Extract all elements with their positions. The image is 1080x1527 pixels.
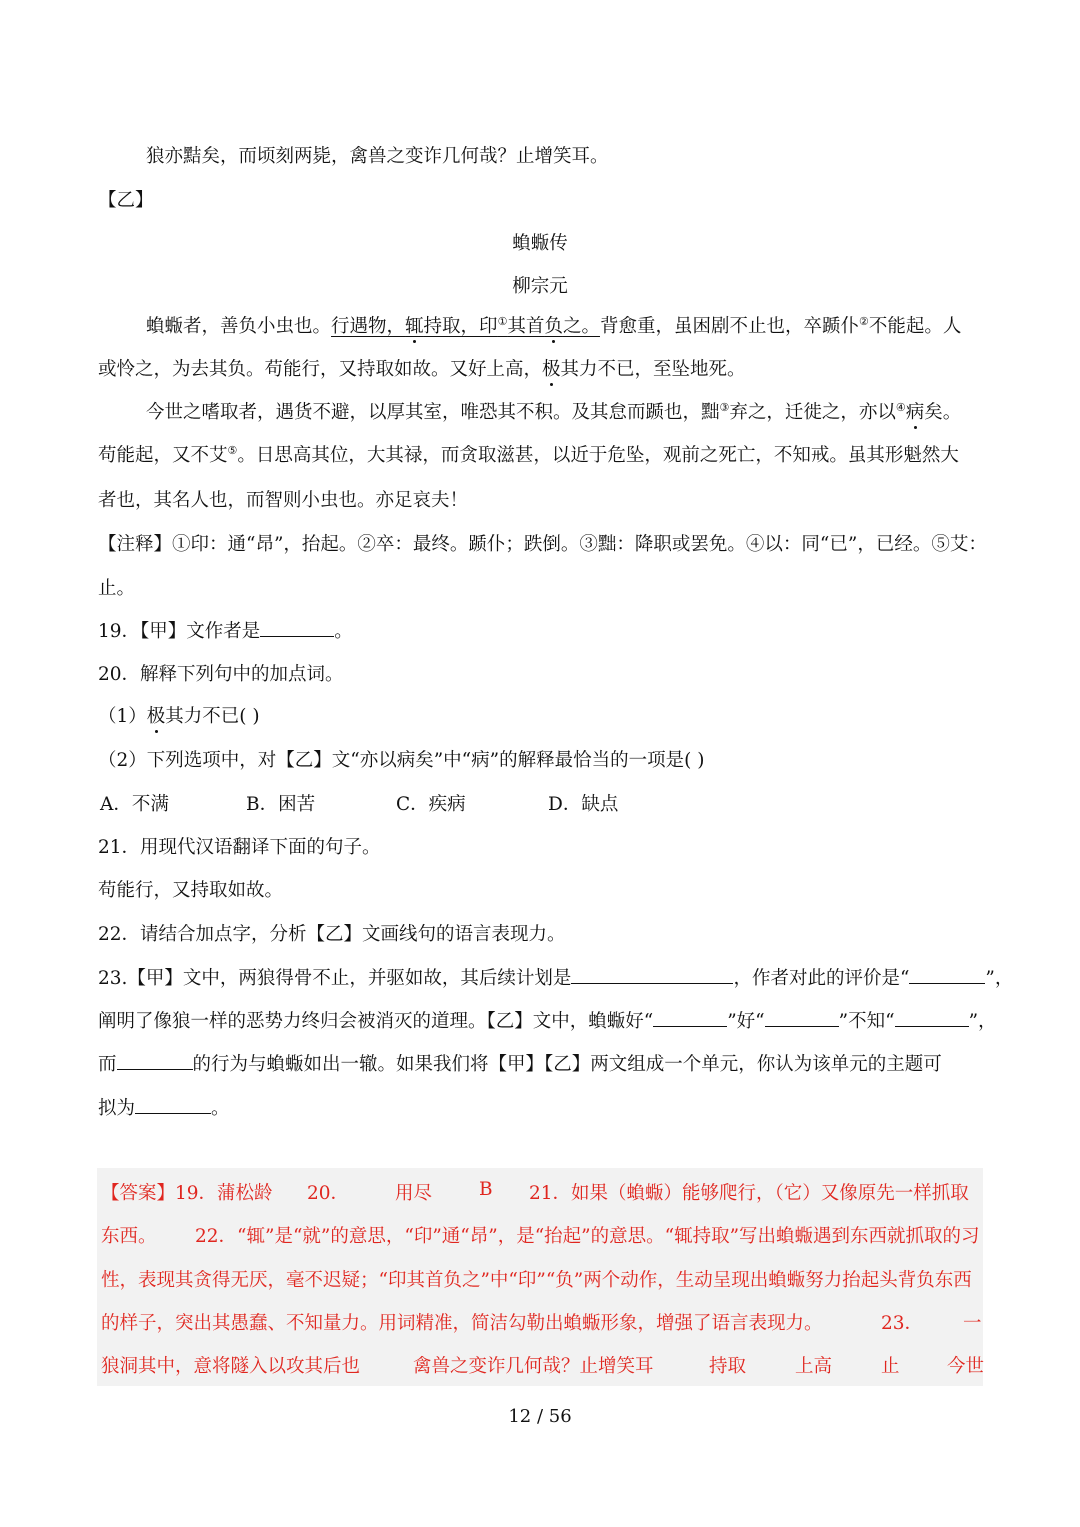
question-23-line4: 拟为 。 [98, 1094, 982, 1120]
passage-yi-para2-line3: 者也，其名人也，而智则小虫也。亦足哀夫！ [98, 490, 469, 511]
option-c: C．疾病 [396, 794, 466, 815]
question-20: 20．解释下列句中的加点词。 [98, 664, 344, 685]
question-23-line1: 23.【甲】文中，两狼得骨不止，并驱如故，其后续计划是 ，作者对此的评价是“ ”， [98, 964, 982, 990]
question-19: 19．【甲】文作者是 。 [98, 617, 982, 643]
notes-line1: 【注释】①印：通“昂”，抬起。②卒：最终。踬仆；跌倒。③黜：降职或罢免。④以：同“已”，已经。⑤艾： [98, 534, 987, 555]
dotted-word: 极 [146, 706, 166, 727]
option-a: A．不满 [100, 794, 169, 815]
answer-line2: 东西。 22．“辄”是“就”的意思，“印”通“昂”，是“抬起”的意思。“辄持取”写出蝜蝂遇到东西就抓取的习 [101, 1226, 980, 1247]
notes-line2: 止。 [98, 578, 136, 599]
footnote-marker: ③ [719, 400, 730, 414]
option-b: B．困苦 [246, 794, 316, 815]
passage-yi-para1-line1: 蝜蝂者，善负小虫也。行遇物，辄持取，印①其首负之。背愈重，虽困剧不止也，卒踬仆②不能起。人 [146, 314, 962, 337]
footnote-marker: ⑤ [227, 443, 238, 457]
answer-blank [895, 1008, 969, 1027]
answer-line4: 的样子，突出其愚蠢、不知量力。用词精准，简洁勾勒出蝜蝂形象，增强了语言表现力。 23． 一 [101, 1313, 982, 1334]
answer-blank [135, 1095, 211, 1114]
answer-blank [653, 1008, 727, 1027]
underlined-sentence: 行遇物，辄持取，印①其首负之。 [331, 314, 600, 337]
dotted-word: 病 [905, 402, 925, 423]
passage-yi-para2-line1: 今世之嗜取者，遇货不避，以厚其室，唯恐其不积。及其怠而踬也，黜③弃之，迁徙之，亦以④病矣。 [146, 400, 962, 423]
question-23-line2: 阐明了像狼一样的恶势力终归会被消灭的道理。【乙】文中，蝜蝂好“ ”好“ ”不知“ ”， [98, 1007, 982, 1033]
option-d: D．缺点 [548, 794, 619, 815]
dotted-word: 负 [544, 316, 563, 337]
answer-blank [909, 965, 985, 984]
question-21-sentence: 苟能行，又持取如故。 [98, 880, 284, 901]
passage-jia-end: 狼亦黠矣，而顷刻两毙，禽兽之变诈几何哉？止增笑耳。 [146, 146, 609, 167]
dotted-word: 极 [542, 359, 561, 380]
question-20-1: （1）极其力不已( ) [98, 706, 260, 727]
answer-blank [117, 1051, 193, 1070]
answer-box [97, 1168, 983, 1386]
question-21: 21．用现代汉语翻译下面的句子。 [98, 837, 381, 858]
answer-blank [571, 965, 733, 984]
question-22: 22．请结合加点字，分析【乙】文画线句的语言表现力。 [98, 924, 566, 945]
section-yi-label: 【乙】 [98, 190, 154, 211]
passage-yi-para1-line2: 或怜之，为去其负。苟能行，又持取如故。又好上高，极其力不已，至坠地死。 [98, 359, 746, 380]
answer-line1: 【答案】19．蒲松龄 20． 用尽 B 21．如果（蝜蝂）能够爬行，（它）又像原先一样抓取 [101, 1179, 969, 1204]
answer-line3: 性，表现其贪得无厌，毫不迟疑；“印其首负之”中“印”“负”两个动作，生动呈现出蝜蝂努力抬起头背负东西 [101, 1270, 972, 1291]
footnote-marker: ① [497, 314, 508, 328]
passage-title: 蝜蝂传 [512, 233, 568, 254]
para1-lead: 蝜蝂者，善负小虫也。 [146, 316, 332, 337]
question-23-line3: 而 的行为与蝜蝂如出一辙。如果我们将【甲】【乙】两文组成一个单元，你认为该单元的主题可 [98, 1050, 982, 1076]
footnote-marker: ② [859, 314, 869, 328]
page-number: 12 / 56 [508, 1406, 572, 1427]
answer-blank [260, 618, 334, 637]
dotted-word: 辄 [405, 316, 424, 337]
answer-line5: 狼洞其中，意将隧入以攻其后也 禽兽之变诈几何哉？止增笑耳 持取 上高 止 今世 [101, 1356, 985, 1377]
footnote-marker: ④ [895, 400, 906, 414]
passage-yi-para2-line2: 苟能起，又不艾⑤。日思高其位，大其禄，而贪取滋甚，以近于危坠，观前之死亡，不知戒。虽其形魁然大 [98, 443, 959, 466]
question-20-2: （2）下列选项中，对【乙】文“亦以病矣”中“病”的解释最恰当的一项是( ) [98, 750, 705, 771]
answer-blank [765, 1008, 839, 1027]
passage-author: 柳宗元 [512, 276, 568, 297]
